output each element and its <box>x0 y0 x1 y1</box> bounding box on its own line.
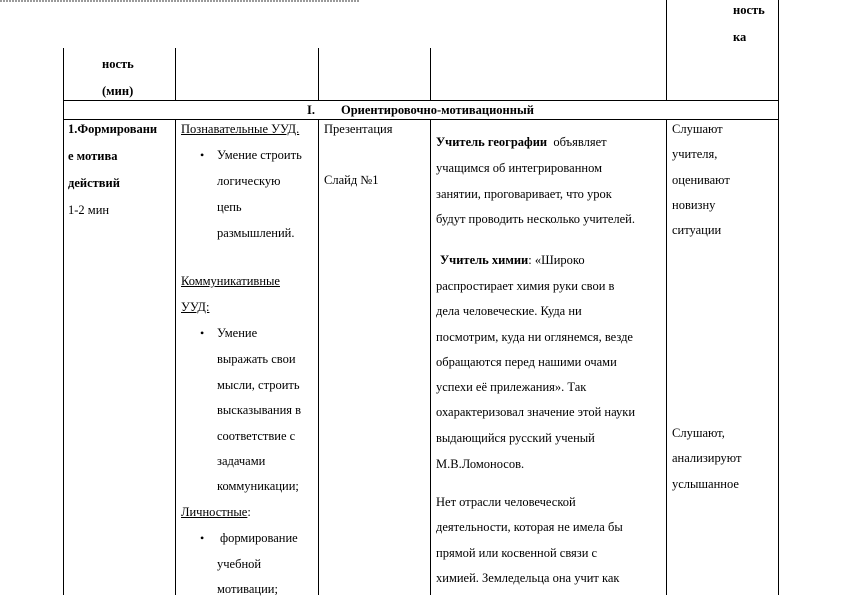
personal-uud-heading-wrap <box>181 506 251 519</box>
stage-title-line-2: е мотива <box>68 149 118 163</box>
geo-teacher-line: будут проводить несколько учителей. <box>436 212 635 226</box>
cognitive-uud-heading: Познавательные УУД. <box>181 122 300 136</box>
section-bottom-line <box>63 119 779 120</box>
personal-item-line: мотивации; <box>217 582 278 596</box>
teacher-paragraph-line: прямой или косвенной связи с <box>436 546 598 560</box>
stage-time: 1-2 мин <box>68 203 110 217</box>
chem-teacher-line: успехи её прилежания». Так <box>436 380 587 394</box>
communicative-item-line: выражать свои <box>217 352 296 366</box>
chem-teacher-line: обращаются перед нашими очами <box>436 355 617 369</box>
communicative-item-line: соответствие с <box>217 429 296 443</box>
students-line: новизну <box>672 198 716 212</box>
students-line: ситуации <box>672 223 722 237</box>
communicative-uud-heading: Коммуникативные <box>181 274 280 288</box>
communicative-item-line: мысли, строить <box>217 378 300 392</box>
personal-item-line: формирование <box>220 531 298 545</box>
geo-teacher-line: занятии, проговаривает, что урок <box>436 187 612 201</box>
geo-teacher-line: учащимся об интегрированном <box>436 161 603 175</box>
column-divider-2 <box>318 48 319 100</box>
table-border-left <box>63 48 64 595</box>
students-line: учителя, <box>672 147 718 161</box>
stage-title-line-1: 1.Формировани <box>68 122 158 136</box>
teacher-paragraph-line: химией. Земледельца она учит как <box>436 571 620 585</box>
column-divider-4b <box>666 119 667 595</box>
geo-teacher-text: объявляет <box>553 135 607 149</box>
header-col1-fragment-1: ность <box>102 57 134 71</box>
column-divider-3b <box>430 119 431 595</box>
cognitive-item-line: цепь <box>217 200 242 214</box>
communicative-uud-heading-cont: УУД: <box>181 300 210 314</box>
stage-title-line-3: действий <box>68 176 120 190</box>
personal-item-line: учебной <box>217 557 262 571</box>
column-divider-1 <box>175 48 176 100</box>
teacher-paragraph-line: деятельности, которая не имела бы <box>436 520 623 534</box>
students-line: услышанное <box>672 477 739 491</box>
bullet-icon: • <box>200 326 205 340</box>
top-dotted-rule <box>0 0 360 2</box>
personal-uud-colon: : <box>247 505 251 519</box>
students-line: Слушают, <box>672 426 725 440</box>
personal-uud-heading: Личностные <box>181 505 248 519</box>
cognitive-item-line: логическую <box>217 174 281 188</box>
cognitive-item-line: Умение строить <box>217 148 302 162</box>
table-border-right <box>778 0 779 595</box>
header-right-fragment-1: ность <box>733 3 765 17</box>
column-divider-1b <box>175 119 176 595</box>
communicative-item-line: задачами <box>217 454 266 468</box>
communicative-item-line: коммуникации; <box>217 479 299 493</box>
chem-teacher-text: : «Широко <box>528 253 585 267</box>
resource-slide: Слайд №1 <box>324 173 379 187</box>
header-col1-fragment-2: (мин) <box>102 84 134 98</box>
chem-teacher-line-1 <box>440 254 585 267</box>
bullet-icon: • <box>200 148 205 162</box>
header-right-fragment-2: ка <box>733 30 747 44</box>
chem-teacher-line: посмотрим, куда ни оглянемся, везде <box>436 330 633 344</box>
resource-presentation: Презентация <box>324 122 393 136</box>
bullet-icon: • <box>200 531 205 545</box>
chem-teacher-line: распростирает химия руки свои в <box>436 279 615 293</box>
column-divider-2b <box>318 119 319 595</box>
chem-teacher-line: охарактеризовал значение этой науки <box>436 405 636 419</box>
chem-teacher-line: выдающийся русский ученый <box>436 431 595 445</box>
header-bottom-line <box>63 100 779 101</box>
section-title: Ориентировочно-мотивационный <box>341 103 534 117</box>
section-number: I. <box>307 103 315 117</box>
teacher-paragraph-line: Нет отрасли человеческой <box>436 495 576 509</box>
column-divider-4 <box>666 0 667 100</box>
communicative-item-line: Умение <box>217 326 258 340</box>
cognitive-item-line: размышлений. <box>217 226 295 240</box>
students-line: Слушают <box>672 122 723 136</box>
chem-teacher-line: М.В.Ломоносов. <box>436 457 525 471</box>
students-line: анализируют <box>672 451 742 465</box>
communicative-item-line: высказывания в <box>217 403 302 417</box>
column-divider-3 <box>430 48 431 100</box>
chem-teacher-line: дела человеческие. Куда ни <box>436 304 582 318</box>
chem-teacher-name: Учитель химии <box>440 253 529 267</box>
geo-teacher-line-1 <box>436 136 607 149</box>
geo-teacher-name: Учитель географии <box>436 135 548 149</box>
students-line: оценивают <box>672 173 730 187</box>
